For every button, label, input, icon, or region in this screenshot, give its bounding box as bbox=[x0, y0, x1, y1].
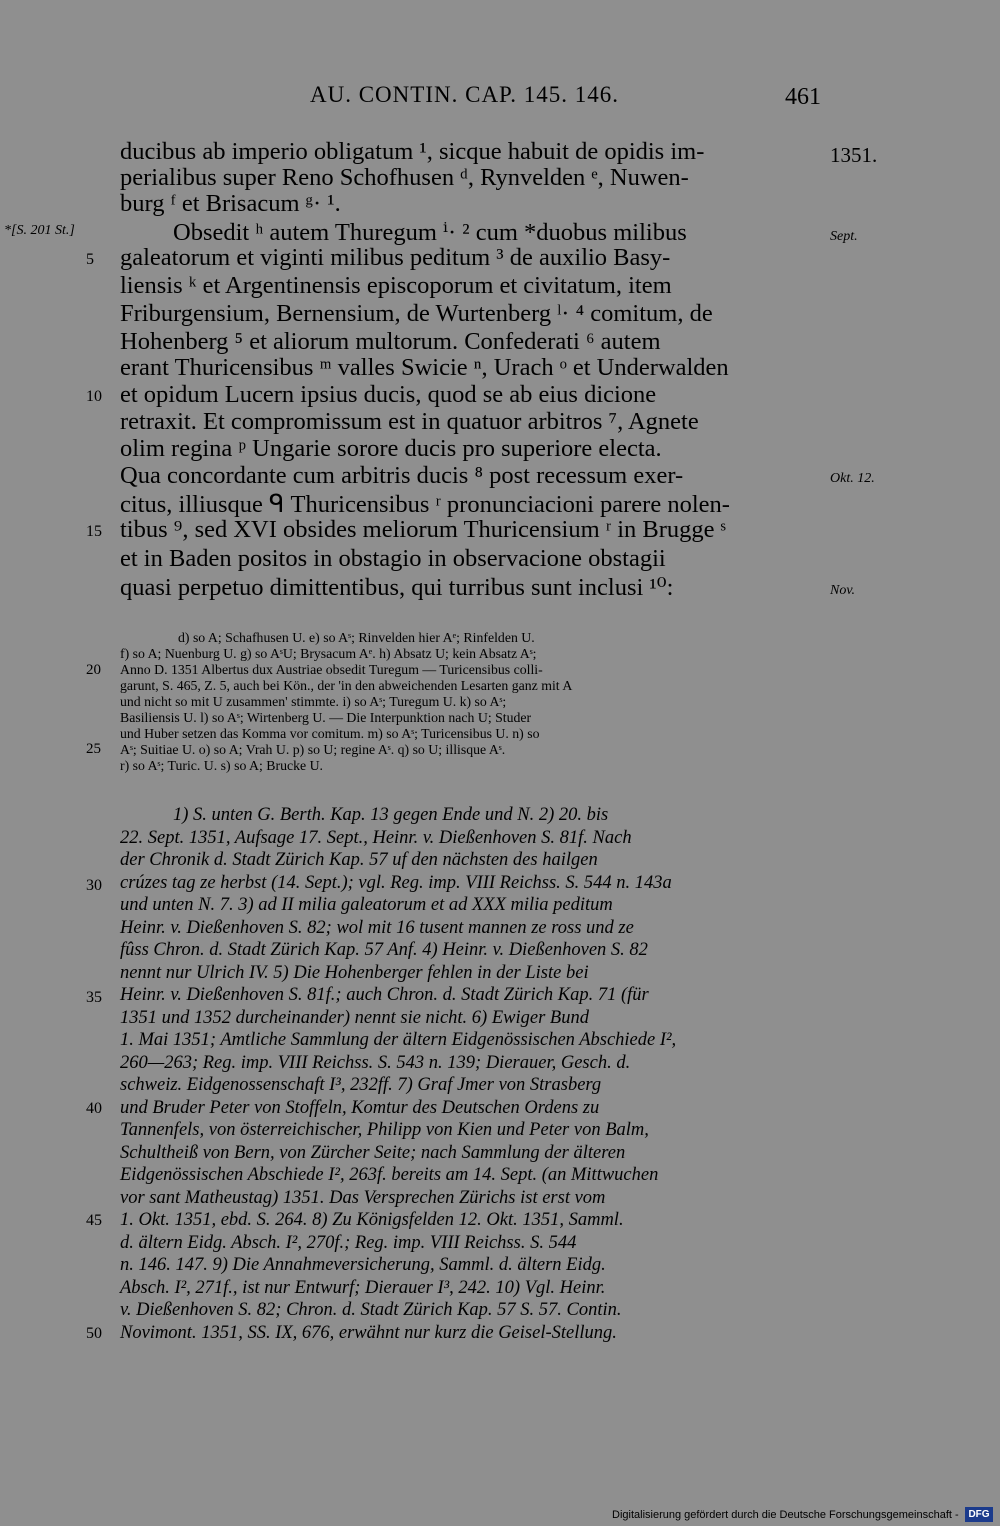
page-number: 461 bbox=[785, 84, 821, 110]
main-line: et opidum Lucern ipsius ducis, quod se ab eius dicione bbox=[120, 381, 657, 408]
footnote-line: 1. Okt. 1351, ebd. S. 264. 8) Zu Königsfelden 12. Okt. 1351, Samml. bbox=[120, 1210, 624, 1230]
footnote-line: 22. Sept. 1351, Aufsage 17. Sept., Heinr. v. Dießenhoven S. 81f. Nach bbox=[120, 828, 632, 848]
line-number: 40 bbox=[86, 1100, 102, 1117]
line-number: 20 bbox=[86, 662, 101, 678]
footnote-line: Heinr. v. Dießenhoven S. 81f.; auch Chron. d. Stadt Zürich Kap. 71 (für bbox=[120, 985, 649, 1005]
main-line: et in Baden positos in obstagio in observacione obstagii bbox=[120, 545, 666, 572]
margin-date-year: 1351. bbox=[830, 143, 878, 167]
line-number: 45 bbox=[86, 1212, 102, 1229]
line-number: 35 bbox=[86, 989, 102, 1006]
apparatus-line: und nicht so mit U zusammen' stimmte. i) so Aˢ; Turegum U. k) so Aˢ; bbox=[120, 694, 507, 709]
main-line: liensis ᵏ et Argentinensis episcoporum et civitatum, item bbox=[120, 272, 672, 299]
main-line: burg ᶠ et Brisacum ᵍ· ¹. bbox=[120, 190, 341, 217]
footnote-line: crúzes tag ze herbst (14. Sept.); vgl. Reg. imp. VIII Reichss. S. 544 n. 143a bbox=[120, 873, 672, 893]
apparatus-line: garunt, S. 465, Z. 5, auch bei Kön., der 'in den abweichenden Lesarten ganz mit A bbox=[120, 678, 573, 693]
running-head: AU. CONTIN. CAP. 145. 146. bbox=[310, 82, 620, 107]
apparatus-line: d) so A; Schafhusen U. e) so Aˢ; Rinvelden hier Aᵉ; Rinfelden U. bbox=[178, 630, 535, 645]
line-number: 50 bbox=[86, 1325, 102, 1342]
line-number: 15 bbox=[86, 523, 102, 540]
line-number: 10 bbox=[86, 388, 102, 405]
main-line: citus, illiusque ᑫ Thuricensibus ʳ pronunciacioni parere nolen- bbox=[120, 491, 730, 518]
line-number: 25 bbox=[86, 741, 101, 757]
footnote-line: nennt nur Ulrich IV. 5) Die Hohenberger fehlen in der Liste bei bbox=[120, 963, 589, 983]
main-line: olim regina ᵖ Ungarie sorore ducis pro superiore electa. bbox=[120, 435, 662, 462]
footnote-line: der Chronik d. Stadt Zürich Kap. 57 uf den nächsten des hailgen bbox=[120, 850, 598, 870]
footnote-line: Eidgenössischen Abschiede I², 263f. bereits am 14. Sept. (an Mittwuchen bbox=[120, 1165, 659, 1185]
margin-date-sept: Sept. bbox=[830, 229, 858, 244]
main-line: tibus ⁹, sed XVI obsides meliorum Thuricensium ʳ in Brugge ˢ bbox=[120, 516, 726, 543]
margin-date-okt: Okt. 12. bbox=[830, 471, 875, 486]
margin-page-reference: *[S. 201 St.] bbox=[4, 223, 75, 238]
footnote-line: Tannenfels, von österreichischer, Philipp von Kien und Peter von Balm, bbox=[120, 1120, 649, 1140]
main-line: ducibus ab imperio obligatum ¹, sicque habuit de opidis im- bbox=[120, 138, 705, 165]
apparatus-line: f) so A; Nuenburg U. g) so AˢU; Brysacum Aᵉ. h) Absatz U; kein Absatz Aˢ; bbox=[120, 646, 537, 661]
footnote-line: v. Dießenhoven S. 82; Chron. d. Stadt Zürich Kap. 57 S. 57. Contin. bbox=[120, 1300, 622, 1320]
footnote-line: Heinr. v. Dießenhoven S. 82; wol mit 16 tusent mannen ze ross und ze bbox=[120, 918, 634, 938]
footnote-line: Absch. I², 271f., ist nur Entwurf; Dierauer I³, 242. 10) Vgl. Heinr. bbox=[120, 1278, 606, 1298]
apparatus-line: und Huber setzen das Komma vor comitum. m) so Aˢ; Turicensibus U. n) so bbox=[120, 726, 540, 741]
apparatus-line: r) so Aˢ; Turic. U. s) so A; Brucke U. bbox=[120, 758, 323, 773]
margin-date-nov: Nov. bbox=[830, 583, 856, 598]
footnote-line: 1351 und 1352 durcheinander) nennt sie nicht. 6) Ewiger Bund bbox=[120, 1008, 589, 1028]
main-line: galeatorum et viginti milibus peditum ³ de auxilio Basy- bbox=[120, 244, 671, 271]
main-line: Obsedit ʰ autem Thuregum ⁱ· ² cum *duobus milibus bbox=[173, 219, 687, 246]
main-line: erant Thuricensibus ᵐ valles Swicie ⁿ, Urach ᵒ et Underwalden bbox=[120, 354, 729, 381]
footnote-line: und unten N. 7. 3) ad II milia galeatorum et ad XXX milia peditum bbox=[120, 895, 613, 915]
line-number: 30 bbox=[86, 877, 102, 894]
apparatus-line: Basiliensis U. l) so Aˢ; Wirtenberg U. — Die Interpunktion nach U; Studer bbox=[120, 710, 532, 725]
footnote-line: und Bruder Peter von Stoffeln, Komtur des Deutschen Ordens zu bbox=[120, 1098, 600, 1118]
footnote-line: vor sant Matheustag) 1351. Das Versprechen Zürichs ist erst vom bbox=[120, 1188, 606, 1208]
footnote-line: Novimont. 1351, SS. IX, 676, erwähnt nur kurz die Geisel-Stellung. bbox=[120, 1323, 617, 1343]
main-line: perialibus super Reno Schofhusen ᵈ, Rynvelden ᵉ, Nuwen- bbox=[120, 164, 689, 191]
apparatus-line: Aˢ; Suitiae U. o) so A; Vrah U. p) so U; regine Aˢ. q) so U; illisque Aˢ. bbox=[120, 742, 506, 757]
footnote-line: 1. Mai 1351; Amtliche Sammlung der ältern Eidgenössischen Abschiede I², bbox=[120, 1030, 677, 1050]
footnote-line: Schultheiß von Bern, von Zürcher Seite; nach Sammlung der älteren bbox=[120, 1143, 626, 1163]
main-line: Hohenberg ⁵ et aliorum multorum. Confederati ⁶ autem bbox=[120, 328, 661, 355]
footnote-line: n. 146. 147. 9) Die Annahmeversicherung, Samml. d. ältern Eidg. bbox=[120, 1255, 606, 1275]
main-line: Friburgensium, Bernensium, de Wurtenberg ˡ· ⁴ comitum, de bbox=[120, 300, 713, 327]
footnote-line: schweiz. Eidgenossenschaft I³, 232ff. 7) Graf Jmer von Strasberg bbox=[120, 1075, 602, 1095]
footnote-line: d. ältern Eidg. Absch. I², 270f.; Reg. imp. VIII Reichss. S. 544 bbox=[120, 1233, 577, 1253]
dfg-logo: DFG bbox=[965, 1507, 993, 1522]
digitization-credit: Digitalisierung gefördert durch die Deutsche Forschungsgemeinschaft - bbox=[612, 1509, 959, 1521]
line-number: 5 bbox=[86, 251, 94, 268]
footnote-line: 1) S. unten G. Berth. Kap. 13 gegen Ende und N. 2) 20. bis bbox=[173, 805, 609, 825]
footnote-line: 260—263; Reg. imp. VIII Reichss. S. 543 n. 139; Dierauer, Gesch. d. bbox=[120, 1053, 631, 1073]
footnote-line: fûss Chron. d. Stadt Zürich Kap. 57 Anf. 4) Heinr. v. Dießenhoven S. 82 bbox=[120, 940, 648, 960]
main-line: quasi perpetuo dimittentibus, qui turribus sunt inclusi ¹⁰: bbox=[120, 574, 674, 601]
apparatus-line: Anno D. 1351 Albertus dux Austriae obsedit Turegum — Turicensibus colli- bbox=[120, 662, 543, 677]
main-line: retraxit. Et compromissum est in quatuor arbitros ⁷, Agnete bbox=[120, 408, 699, 435]
main-line: Qua concordante cum arbitris ducis ⁸ post recessum exer- bbox=[120, 462, 684, 489]
